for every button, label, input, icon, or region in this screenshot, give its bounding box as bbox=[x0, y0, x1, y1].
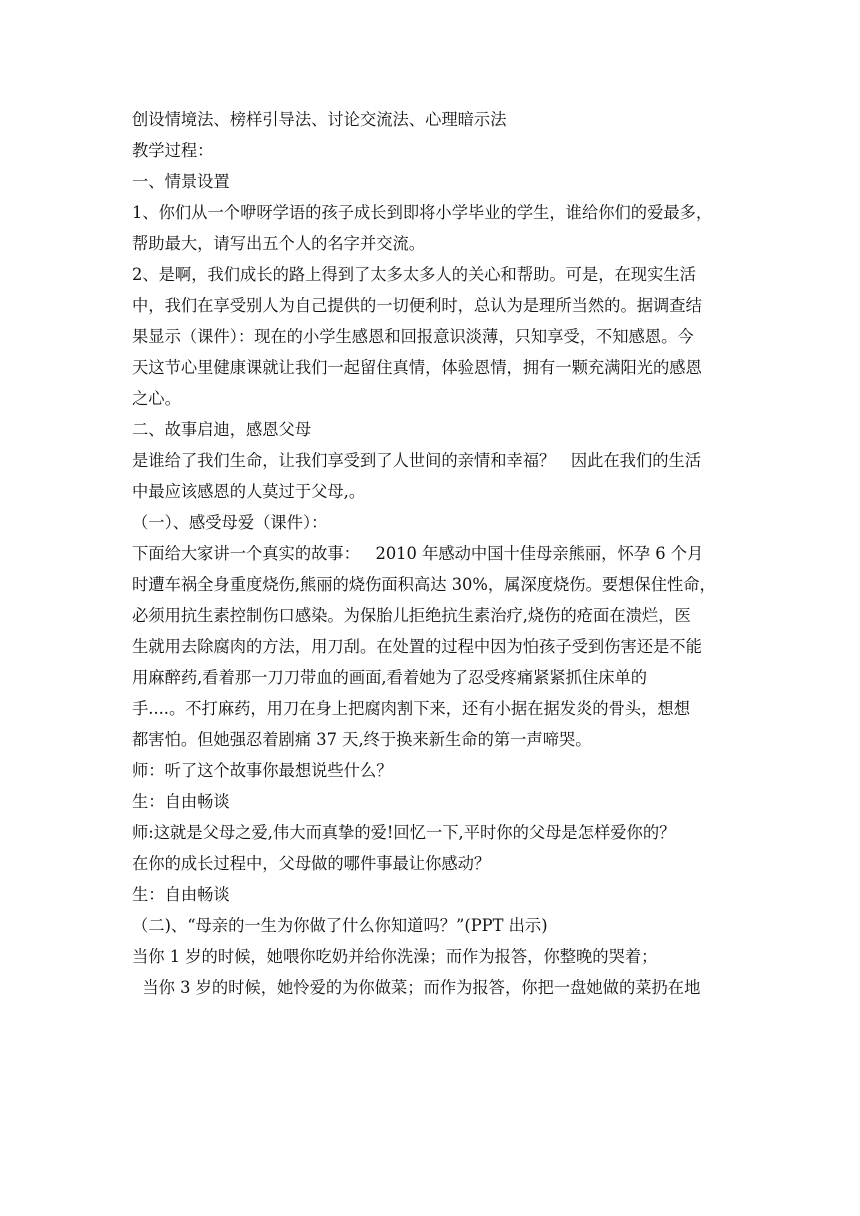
text-line: 师:这就是父母之爱,伟大而真挚的爱!回忆一下,平时你的父母是怎样爱你的？ bbox=[132, 823, 676, 842]
text-line: 当你 1 岁的时候，她喂你吃奶并给你洗澡；而作为报答，你整晚的哭着； bbox=[132, 947, 658, 966]
section-heading: 二、故事启迪，感恩父母 bbox=[132, 420, 312, 439]
text-line: 2、是啊，我们成长的路上得到了太多太多人的关心和帮助。可是，在现实生活 bbox=[132, 265, 696, 284]
text-line: 当你 3 岁的时候，她怜爱的为你做菜；而作为报答，你把一盘她做的菜扔在地 bbox=[132, 978, 701, 997]
text-line: 生：自由畅谈 bbox=[132, 792, 230, 811]
text-line: 时遭车祸全身重度烧伤,熊丽的烧伤面积高达 30%，属深度烧伤。要想保住性命， bbox=[132, 575, 716, 594]
text-line: 教学过程： bbox=[132, 141, 214, 160]
subsection-heading: （一）、感受母爱（课件）： bbox=[132, 513, 328, 532]
text-line: 是谁给了我们生命，让我们享受到了人世间的亲情和幸福？ 因此在我们的生活 bbox=[132, 451, 702, 470]
document-body bbox=[132, 104, 738, 1003]
text-line: 天这节心里健康课就让我们一起留住真情，体验恩情，拥有一颗充满阳光的感恩 bbox=[132, 358, 702, 377]
text-line: 1、你们从一个咿呀学语的孩子成长到即将小学毕业的学生，谁给你们的爱最多， bbox=[132, 203, 713, 222]
section-heading: 一、情景设置 bbox=[132, 172, 230, 191]
text-line: 帮助最大，请写出五个人的名字并交流。 bbox=[132, 234, 426, 253]
text-line: 生：自由畅谈 bbox=[132, 885, 230, 904]
text-line: 必须用抗生素控制伤口感染。为保胎儿拒绝抗生素治疗,烧伤的疮面在溃烂，医 bbox=[132, 606, 691, 625]
text-line: 果显示（课件）：现在的小学生感恩和回报意识淡薄，只知享受，不知感恩。今 bbox=[132, 327, 694, 346]
subsection-heading: （二)、“母亲的一生为你做了什么你知道吗？”(PPT 出示) bbox=[132, 916, 548, 935]
text-line: 师：听了这个故事你最想说些什么？ bbox=[132, 761, 393, 780]
text-line: 在你的成长过程中，父母做的哪件事最让你感动？ bbox=[132, 854, 491, 873]
text-line: 下面给大家讲一个真实的故事： 2010 年感动中国十佳母亲熊丽，怀孕 6 个月 bbox=[132, 544, 704, 563]
text-line: 中最应该感恩的人莫过于父母,。 bbox=[132, 482, 366, 501]
text-line: 都害怕。但她强忍着剧痛 37 天,终于换来新生命的第一声啼哭。 bbox=[132, 730, 592, 749]
text-line: 创设情境法、榜样引导法、讨论交流法、心理暗示法 bbox=[132, 110, 507, 129]
text-line: 中，我们在享受别人为自己提供的一切便利时，总认为是理所当然的。据调查结 bbox=[132, 296, 702, 315]
text-line: 用麻醉药,看着那一刀刀带血的画面,看着她为了忍受疼痛紧紧抓住床单的 bbox=[132, 668, 648, 687]
text-line: 手....。不打麻药，用刀在身上把腐肉割下来，还有小据在据发炎的骨头，想想 bbox=[132, 699, 690, 718]
text-line: 之心。 bbox=[132, 389, 181, 408]
text-line: 生就用去除腐肉的方法，用刀刮。在处置的过程中因为怕孩子受到伤害还是不能 bbox=[132, 637, 702, 656]
